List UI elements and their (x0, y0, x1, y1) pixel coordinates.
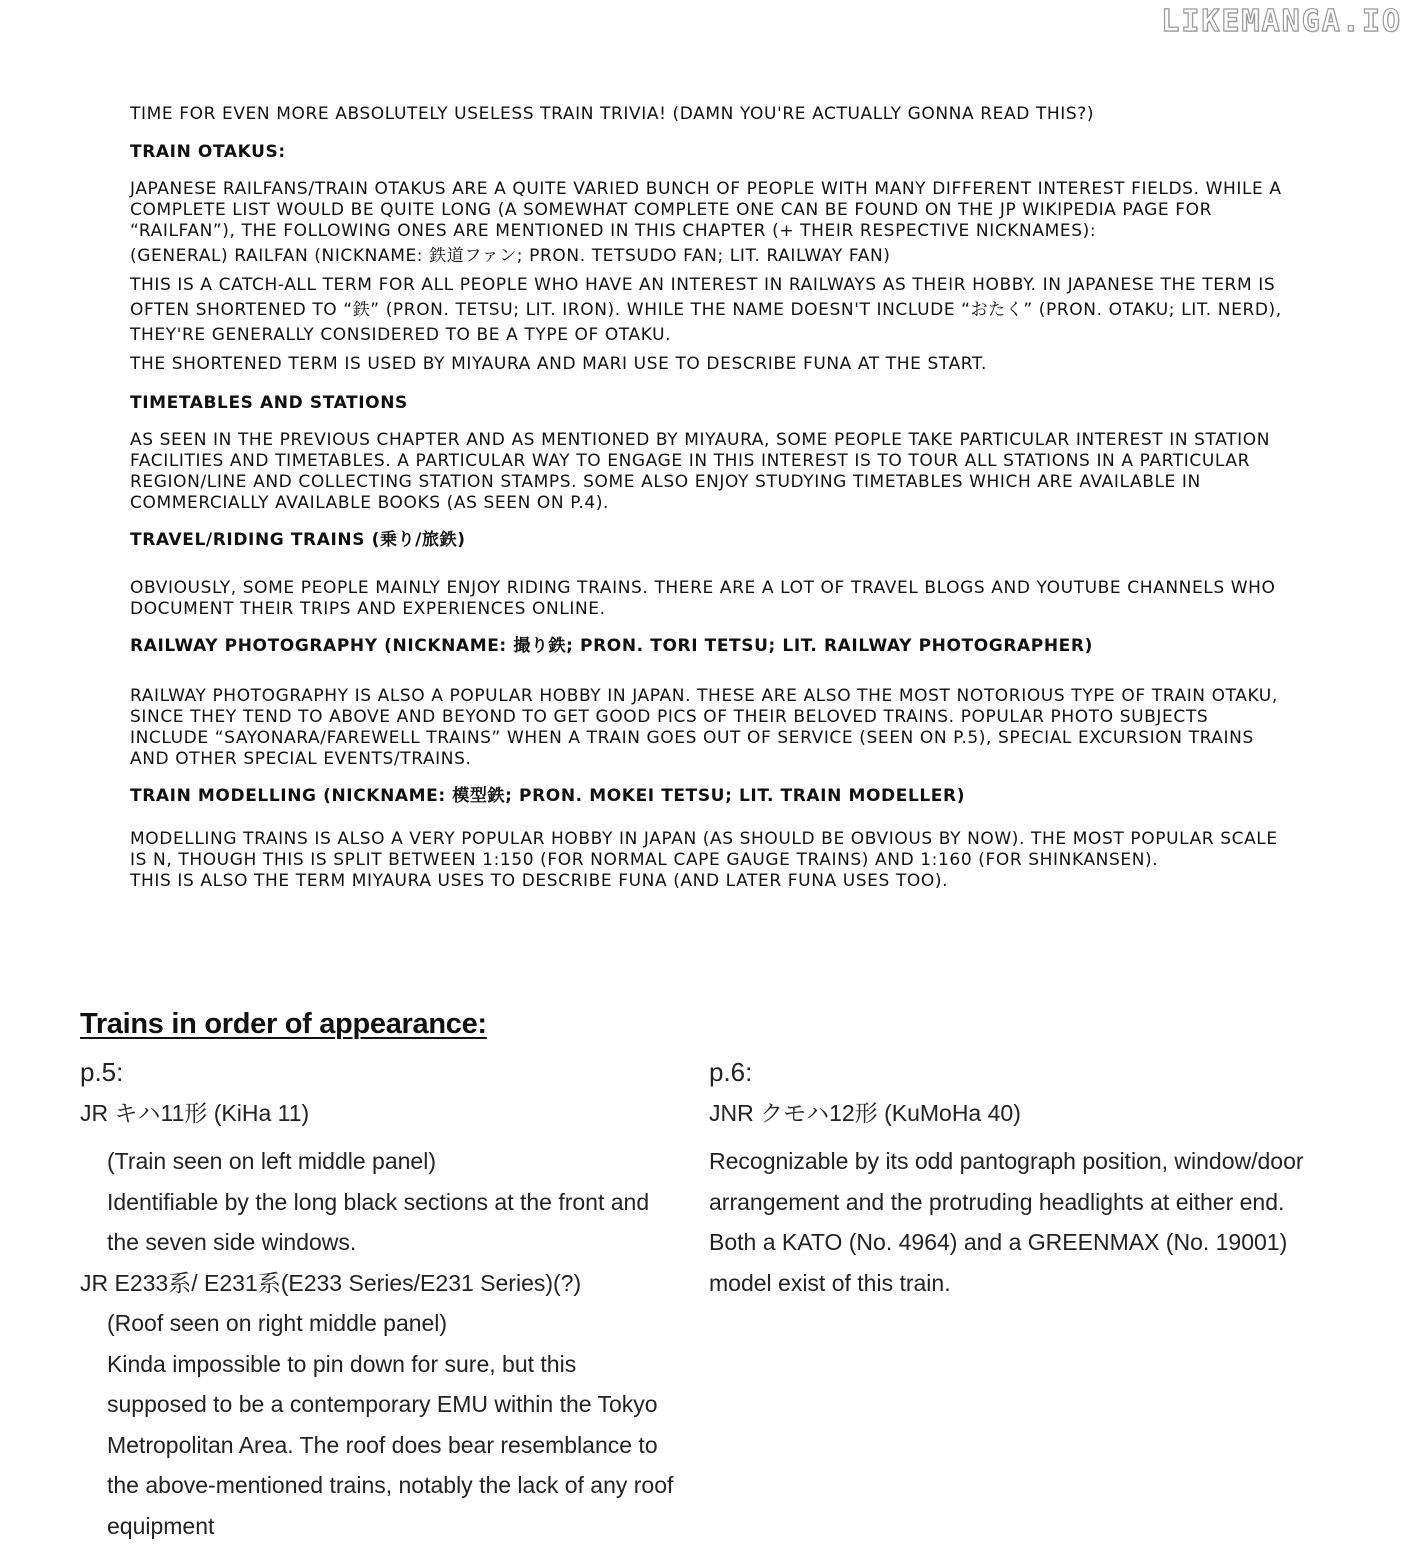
page-5-column (80, 1052, 680, 1546)
page-6-label: p.6: (709, 1052, 1329, 1093)
train-e233-location: (Roof seen on right middle panel) (80, 1303, 680, 1344)
railfan-note: THE SHORTENED TERM IS USED BY MIYAURA AND MARI USE TO DESCRIBE FUNA AT THE START. (130, 352, 1290, 377)
train-e233-desc: Kinda impossible to pin down for sure, but this supposed to be a contemporary EMU within the Tokyo Metropolitan Area. The roof does bear resemblance to the above-mentioned trains, notably the lack of any roof equipment (80, 1344, 680, 1546)
travel-body: OBVIOUSLY, SOME PEOPLE MAINLY ENJOY RIDING TRAINS. THERE ARE A LOT OF TRAVEL BLOGS AND YOUTUBE CHANNELS WHO DOCUMENT THEIR TRIPS AND EXPERIENCES ONLINE. (130, 578, 1290, 620)
railfan-body: THIS IS A CATCH-ALL TERM FOR ALL PEOPLE WHO HAVE AN INTEREST IN RAILWAYS AS THEIR HOBBY. IN JAPANESE THE TERM IS OFTEN SHORTENED TO “鉄” (PRON. TETSU; LIT. IRON). WHILE THE NAME DOESN'T INCLUDE “おたく” (PRON. OTAKU; LIT. NERD), THEY'RE GENERALLY CONSIDERED TO BE A TYPE OF OTAKU. (130, 273, 1290, 348)
timetables-body: AS SEEN IN THE PREVIOUS CHAPTER AND AS MENTIONED BY MIYAURA, SOME PEOPLE TAKE PARTICULAR INTEREST IN STATION FACILITIES AND TIMETABLES. A PARTICULAR WAY TO ENGAGE IN THIS INTEREST IS TO TOUR ALL STATIONS IN A PARTICULAR REGION/LINE AND COLLECTING STATION STAMPS. SOME ALSO ENJOY STUDYING TIMETABLES WHICH ARE AVAILABLE IN COMMERCIALLY AVAILABLE BOOKS (AS SEEN ON P.4). (130, 430, 1290, 514)
train-kumoha-desc: Recognizable by its odd pantograph position, window/door arrangement and the protruding headlights at either end. Both a KATO (No. 4964) and a GREENMAX (No. 19001) model exist of this train. (709, 1141, 1329, 1303)
timetables-title: TIMETABLES AND STATIONS (130, 393, 1290, 414)
site-watermark: LIKEMANGA.IO (1161, 4, 1402, 39)
railfan-title: (GENERAL) RAILFAN (NICKNAME: 鉄道ファン; PRON. TETSUDO FAN; LIT. RAILWAY FAN) (130, 246, 1290, 267)
modelling-body: MODELLING TRAINS IS ALSO A VERY POPULAR HOBBY IN JAPAN (AS SHOULD BE OBVIOUS BY NOW). THE MOST POPULAR SCALE IS N, THOUGH THIS IS SPLIT BETWEEN 1:150 (FOR NORMAL CAPE GAUGE TRAINS) AND 1:160 (FOR SHINKANSEN). (130, 829, 1290, 871)
trivia-heading: TRAIN OTAKUS: (130, 142, 1290, 163)
train-kiha11-name: JR キハ11形 (KiHa 11) (80, 1093, 680, 1134)
train-kumoha-name: JNR クモハ12形 (KuMoHa 40) (709, 1093, 1329, 1134)
train-kiha11-desc: Identifiable by the long black sections at the front and the seven side windows. (80, 1182, 680, 1263)
modelling-note: THIS IS ALSO THE TERM MIYAURA USES TO DESCRIBE FUNA (AND LATER FUNA USES TOO). (130, 871, 1290, 892)
train-e233-name: JR E233系/ E231系(E233 Series/E231 Series)(?) (80, 1263, 680, 1304)
travel-title: TRAVEL/RIDING TRAINS (乗り/旅鉄) (130, 530, 1290, 551)
photography-body: RAILWAY PHOTOGRAPHY IS ALSO A POPULAR HOBBY IN JAPAN. THESE ARE ALSO THE MOST NOTORIOUS TYPE OF TRAIN OTAKU, SINCE THEY TEND TO ABOVE AND BEYOND TO GET GOOD PICS OF THEIR BELOVED TRAINS. POPULAR PHOTO SUBJECTS INCLUDE “SAYONARA/FAREWELL TRAINS” WHEN A TRAIN GOES OUT OF SERVICE (SEEN ON P.5), SPECIAL EXCURSION TRAINS AND OTHER SPECIAL EVENTS/TRAINS. (130, 686, 1290, 770)
trivia-overview: JAPANESE RAILFANS/TRAIN OTAKUS ARE A QUITE VARIED BUNCH OF PEOPLE WITH MANY DIFFERENT INTEREST FIELDS. WHILE A COMPLETE LIST WOULD BE QUITE LONG (A SOMEWHAT COMPLETE ONE CAN BE FOUND ON THE JP WIKIPEDIA PAGE FOR “RAILFAN”), THE FOLLOWING ONES ARE MENTIONED IN THIS CHAPTER (+ THEIR RESPECTIVE NICKNAMES): (130, 179, 1290, 242)
modelling-title: TRAIN MODELLING (NICKNAME: 模型鉄; PRON. MOKEI TETSU; LIT. TRAIN MODELLER) (130, 786, 1290, 807)
trivia-section (130, 104, 1290, 892)
train-kiha11-location: (Train seen on left middle panel) (80, 1141, 680, 1182)
trains-section-title: Trains in order of appearance: (80, 1008, 487, 1041)
page-5-label: p.5: (80, 1052, 680, 1093)
page-6-column (709, 1052, 1329, 1303)
photography-title: RAILWAY PHOTOGRAPHY (NICKNAME: 撮り鉄; PRON. TORI TETSU; LIT. RAILWAY PHOTOGRAPHER) (130, 636, 1290, 657)
trivia-intro: TIME FOR EVEN MORE ABSOLUTELY USELESS TRAIN TRIVIA! (DAMN YOU'RE ACTUALLY GONNA READ THIS?) (130, 104, 1290, 125)
